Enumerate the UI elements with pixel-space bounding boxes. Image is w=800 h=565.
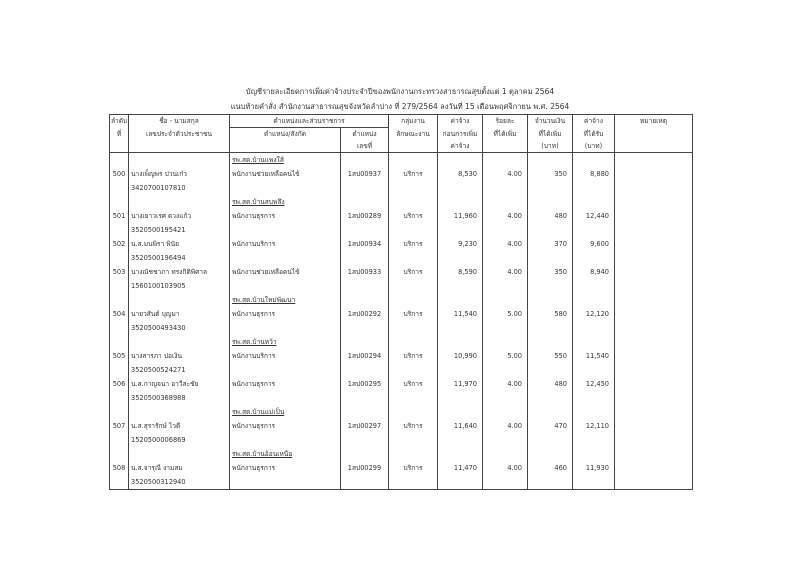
header-percent-2: ที่ได้เพิ่ม — [483, 128, 528, 141]
cell-position-no: 1สป00289 — [341, 209, 389, 223]
id-row — [110, 181, 693, 195]
cell-position: พนักงานธุรการ — [230, 209, 341, 223]
id-row — [110, 363, 693, 377]
table-row — [110, 209, 693, 223]
header-name: ชื่อ - นามสกุล — [129, 115, 230, 128]
header-wage-after-3: (บาท) — [573, 140, 615, 153]
header-id: เลขประจำตัวประชาชน — [129, 128, 230, 141]
header-amount-3: (บาท) — [528, 140, 573, 153]
cell-percent: 5.00 — [483, 307, 528, 321]
cell-wage-after: 9,600 — [573, 237, 615, 251]
table-body — [110, 153, 693, 490]
cell-wage-before: 11,540 — [438, 307, 483, 321]
wage-table — [109, 114, 693, 490]
cell-wage-before: 11,640 — [438, 419, 483, 433]
cell-name: นางณัชชาภา ทรงกิติพิศาล — [129, 265, 230, 279]
cell-position: พนักงานธุรการ — [230, 461, 341, 475]
cell-group: บริการ — [389, 209, 438, 223]
id-row — [110, 279, 693, 293]
cell-amount: 550 — [528, 349, 573, 363]
citizen-id: 3520500368988 — [129, 391, 230, 405]
header-group-1: กลุ่มงาน — [389, 115, 438, 128]
cell-amount: 350 — [528, 167, 573, 181]
cell-name: น.ส.กาญจนา อาวีสะชัย — [129, 377, 230, 391]
cell-percent: 4.00 — [483, 209, 528, 223]
cell-wage-after: 11,540 — [573, 349, 615, 363]
cell-position-no: 1สป00299 — [341, 461, 389, 475]
header-remark: หมายเหตุ — [615, 115, 693, 128]
cell-wage-after: 12,450 — [573, 377, 615, 391]
cell-seq: 508 — [110, 461, 129, 475]
header-wage-before-3: ค่าจ้าง — [438, 140, 483, 153]
citizen-id: 3520500196494 — [129, 251, 230, 265]
cell-position: พนักงานธุรการ — [230, 377, 341, 391]
header-position-no-2: เลขที่ — [341, 140, 389, 153]
document-subtitle: แนบท้ายคำสั่ง สำนักงานสาธารณสุขจังหวัดลำปาง ที่ 279/2564 ลงวันที่ 15 เดือนพฤศจิกายน พ.ศ. 2564 — [230, 102, 570, 111]
header-percent-1: ร้อยละ — [483, 115, 528, 128]
cell-name: น.ส.จารุณี งามสม — [129, 461, 230, 475]
citizen-id: 1520500006869 — [129, 433, 230, 447]
cell-wage-before: 8,590 — [438, 265, 483, 279]
cell-position-no: 1สป00937 — [341, 167, 389, 181]
cell-amount: 480 — [528, 377, 573, 391]
cell-percent: 4.00 — [483, 461, 528, 475]
cell-position: พนักงานบริการ — [230, 237, 341, 251]
cell-seq: 504 — [110, 307, 129, 321]
cell-percent: 4.00 — [483, 237, 528, 251]
cell-group: บริการ — [389, 349, 438, 363]
unit-name: รพ.สต.บ้านแพงใส้ — [230, 153, 341, 168]
cell-percent: 5.00 — [483, 349, 528, 363]
table-header — [110, 115, 693, 153]
cell-wage-before: 11,960 — [438, 209, 483, 223]
cell-wage-after: 12,110 — [573, 419, 615, 433]
id-row — [110, 391, 693, 405]
cell-seq: 505 — [110, 349, 129, 363]
id-row — [110, 321, 693, 335]
header-position-group: ตำแหน่งและส่วนราชการ — [230, 115, 389, 128]
cell-amount: 370 — [528, 237, 573, 251]
table-row — [110, 307, 693, 321]
document-title: บัญชีรายละเอียดการเพิ่มค่าจ้างประจำปีของพนักงานกระทรวงสาธารณสุขตั้งแต่ 1 ตุลาคม 2564 — [245, 87, 555, 96]
cell-seq: 501 — [110, 209, 129, 223]
header-position-no-1: ตำแหน่ง — [341, 128, 389, 141]
cell-amount: 580 — [528, 307, 573, 321]
cell-wage-after: 12,440 — [573, 209, 615, 223]
cell-group: บริการ — [389, 307, 438, 321]
citizen-id: 3520500195421 — [129, 223, 230, 237]
cell-amount: 350 — [528, 265, 573, 279]
unit-row — [110, 293, 693, 307]
header-group-2: ลักษณะงาน — [389, 128, 438, 141]
cell-group: บริการ — [389, 265, 438, 279]
unit-name: รพ.สต.บ้านสบพลึง — [230, 195, 341, 209]
cell-position: พนักงานธุรการ — [230, 419, 341, 433]
cell-position: พนักงานช่วยเหลือคนไข้ — [230, 167, 341, 181]
cell-group: บริการ — [389, 237, 438, 251]
table-row — [110, 461, 693, 475]
unit-row — [110, 447, 693, 461]
citizen-id: 3420700107810 — [129, 181, 230, 195]
header-wage-before-1: ค่าจ้าง — [438, 115, 483, 128]
cell-wage-before: 9,230 — [438, 237, 483, 251]
id-row — [110, 223, 693, 237]
cell-percent: 4.00 — [483, 377, 528, 391]
table-row — [110, 349, 693, 363]
cell-seq: 503 — [110, 265, 129, 279]
header-wage-after-2: ที่ได้รับ — [573, 128, 615, 141]
cell-group: บริการ — [389, 419, 438, 433]
unit-name: รพ.สต.บ้านอ้อนเหนือ — [230, 447, 341, 461]
unit-name: รพ.สต.บ้านใหม่พัฒนา — [230, 293, 341, 307]
citizen-id: 3520500493430 — [129, 321, 230, 335]
cell-name: นายวสันต์ บุญมา — [129, 307, 230, 321]
header-wage-after-1: ค่าจ้าง — [573, 115, 615, 128]
id-row — [110, 475, 693, 490]
cell-seq: 502 — [110, 237, 129, 251]
cell-wage-after: 12,120 — [573, 307, 615, 321]
table-row — [110, 237, 693, 251]
cell-position-no: 1สป00295 — [341, 377, 389, 391]
cell-name: นางสารภา ปอเงิน — [129, 349, 230, 363]
cell-wage-before: 8,530 — [438, 167, 483, 181]
cell-percent: 4.00 — [483, 265, 528, 279]
cell-wage-after: 11,930 — [573, 461, 615, 475]
cell-wage-before: 10,990 — [438, 349, 483, 363]
header-wage-before-2: ก่อนการเพิ่ม — [438, 128, 483, 141]
table-row — [110, 167, 693, 181]
cell-position: พนักงานบริการ — [230, 349, 341, 363]
cell-wage-before: 11,470 — [438, 461, 483, 475]
header-seq-2: ที่ — [110, 128, 129, 141]
table-row — [110, 419, 693, 433]
unit-name: รพ.สต.บ้านหว้า — [230, 335, 341, 349]
cell-position: พนักงานช่วยเหลือคนไข้ — [230, 265, 341, 279]
cell-seq: 507 — [110, 419, 129, 433]
cell-group: บริการ — [389, 461, 438, 475]
cell-percent: 4.00 — [483, 419, 528, 433]
cell-name: น.ส.สุรารักษ์ ไวดี — [129, 419, 230, 433]
table-row — [110, 265, 693, 279]
citizen-id: 1560100103905 — [129, 279, 230, 293]
cell-position-no: 1สป00934 — [341, 237, 389, 251]
cell-name: นางเยาวเรศ ดวงแก้ว — [129, 209, 230, 223]
header-amount-1: จำนวนเงิน — [528, 115, 573, 128]
id-row — [110, 433, 693, 447]
header-position: ตำแหน่ง/สังกัด — [230, 128, 341, 141]
header-amount-2: ที่ได้เพิ่ม — [528, 128, 573, 141]
table-row — [110, 377, 693, 391]
cell-seq: 500 — [110, 167, 129, 181]
unit-row — [110, 153, 693, 168]
cell-position: พนักงานธุรการ — [230, 307, 341, 321]
cell-group: บริการ — [389, 377, 438, 391]
cell-percent: 4.00 — [483, 167, 528, 181]
cell-wage-after: 8,940 — [573, 265, 615, 279]
id-row — [110, 251, 693, 265]
cell-position-no: 1สป00292 — [341, 307, 389, 321]
cell-name: นางเพ็ญพร ปวนเก๋ว — [129, 167, 230, 181]
cell-position-no: 1สป00294 — [341, 349, 389, 363]
cell-position-no: 1สป00933 — [341, 265, 389, 279]
cell-position-no: 1สป00297 — [341, 419, 389, 433]
cell-name: น.ส.มนพิรา พินัย — [129, 237, 230, 251]
cell-wage-after: 8,880 — [573, 167, 615, 181]
cell-group: บริการ — [389, 167, 438, 181]
unit-row — [110, 195, 693, 209]
cell-seq: 506 — [110, 377, 129, 391]
unit-name: รพ.สต.บ้านแม่เป็น — [230, 405, 341, 419]
citizen-id: 3520500312940 — [129, 475, 230, 490]
citizen-id: 3520500524271 — [129, 363, 230, 377]
unit-row — [110, 335, 693, 349]
cell-wage-before: 11,970 — [438, 377, 483, 391]
cell-amount: 470 — [528, 419, 573, 433]
cell-amount: 460 — [528, 461, 573, 475]
cell-amount: 480 — [528, 209, 573, 223]
unit-row — [110, 405, 693, 419]
header-seq-1: ลำดับ — [110, 115, 129, 128]
